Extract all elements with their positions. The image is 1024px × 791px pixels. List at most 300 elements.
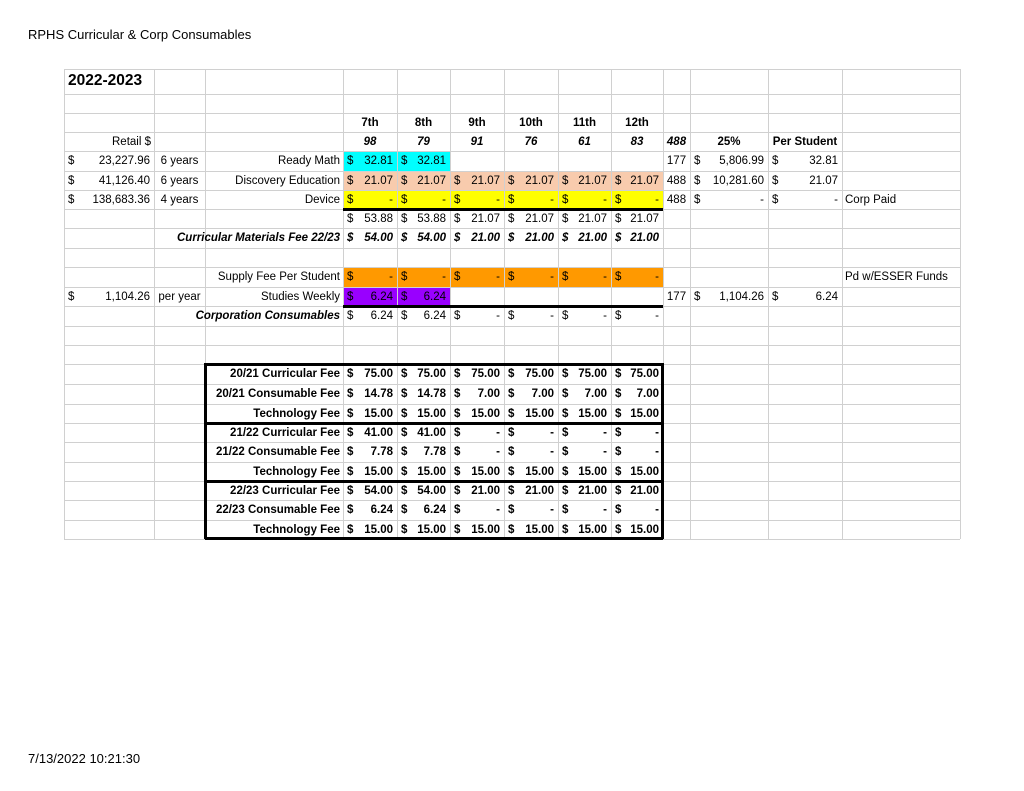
corp-consumables-value <box>558 307 611 325</box>
currency-amount: - <box>496 193 500 206</box>
currency-amount: 15.00 <box>630 523 659 536</box>
currency-amount: 6.24 <box>370 290 393 303</box>
currency-amount: - <box>496 310 500 322</box>
currency-amount: 21.00 <box>525 484 554 497</box>
currency-amount: 53.88 <box>364 212 393 225</box>
currency-amount: 21.07 <box>630 174 659 187</box>
currency-amount: 6.24 <box>423 290 446 303</box>
per-student-header: Per Student <box>772 135 838 148</box>
currency-amount: 6.24 <box>423 310 446 322</box>
enrollment-count: 61 <box>578 135 591 148</box>
fee-history-value <box>397 501 450 519</box>
currency-amount: 23,227.96 <box>98 155 150 167</box>
percent-cost <box>690 191 768 209</box>
currency-amount: - <box>603 446 607 458</box>
fee-history-value <box>343 501 397 519</box>
fee-history-value <box>558 405 611 423</box>
currency-amount: - <box>496 504 500 516</box>
student-count: 177 <box>666 155 687 167</box>
currency-amount: 15.00 <box>471 523 500 536</box>
percent-cost <box>690 152 768 170</box>
currency-symbol: $ <box>562 446 569 458</box>
fee-history-value <box>504 405 558 423</box>
currency-symbol: $ <box>562 193 569 206</box>
currency-amount: 7.78 <box>370 446 393 458</box>
corp-consumables-value <box>397 307 450 325</box>
currency-symbol: $ <box>454 504 461 516</box>
currency-amount: - <box>550 446 554 458</box>
grade-header-11th: 11th <box>572 116 596 129</box>
currency-symbol: $ <box>562 407 569 420</box>
currency-symbol: $ <box>347 290 354 303</box>
currency-amount: 75.00 <box>471 368 500 380</box>
currency-amount: 75.00 <box>525 368 554 380</box>
currency-amount: 21.07 <box>471 212 500 225</box>
currency-amount: - <box>760 193 764 206</box>
currency-amount: 6.24 <box>370 310 393 322</box>
item-name: Studies Weekly <box>260 290 340 303</box>
fee-history-label: 21/22 Consumable Fee <box>216 446 340 458</box>
currency-amount: 15.00 <box>630 465 659 478</box>
grade-cost <box>504 172 558 190</box>
fee-history-value <box>450 501 504 519</box>
currency-amount: - <box>603 504 607 516</box>
fee-history-value <box>343 443 397 461</box>
currency-amount: 75.00 <box>578 368 607 380</box>
currency-symbol: $ <box>347 426 354 439</box>
currency-amount: 21.00 <box>578 484 607 497</box>
fee-history-label: 22/23 Consumable Fee <box>216 504 340 516</box>
currency-amount: 41,126.40 <box>98 174 150 187</box>
currency-amount: 15.00 <box>471 407 500 420</box>
currency-amount: - <box>834 193 838 206</box>
fee-history-value <box>611 405 663 423</box>
grade-cost <box>397 152 450 170</box>
currency-amount: 6.24 <box>423 504 446 516</box>
materials-fee-value <box>558 229 611 247</box>
currency-symbol: $ <box>508 465 515 478</box>
grade-cost <box>397 191 450 209</box>
grade-cost <box>343 288 397 306</box>
currency-amount: 75.00 <box>364 368 393 380</box>
currency-symbol: $ <box>508 504 515 516</box>
materials-fee-value <box>450 229 504 247</box>
grade-cost <box>343 172 397 190</box>
currency-symbol: $ <box>615 523 622 536</box>
enrollment-count: 79 <box>417 135 430 148</box>
fee-history-value <box>504 443 558 461</box>
currency-symbol: $ <box>562 232 569 244</box>
grid-line <box>64 326 960 327</box>
currency-symbol: $ <box>347 465 354 478</box>
currency-symbol: $ <box>347 193 354 206</box>
currency-symbol: $ <box>454 426 461 439</box>
fee-history-value <box>504 424 558 442</box>
currency-symbol: $ <box>772 174 779 187</box>
fee-history-value <box>397 385 450 403</box>
currency-amount: 54.00 <box>364 484 393 497</box>
fee-history-value <box>343 482 397 500</box>
currency-symbol: $ <box>454 484 461 497</box>
currency-symbol: $ <box>562 426 569 439</box>
currency-amount: - <box>550 426 554 439</box>
grade-header-10th: 10th <box>519 116 543 129</box>
currency-symbol: $ <box>615 193 622 206</box>
currency-amount: 54.00 <box>364 232 393 244</box>
currency-amount: 15.00 <box>525 523 554 536</box>
currency-symbol: $ <box>508 271 515 283</box>
grid-line <box>960 69 961 539</box>
currency-symbol: $ <box>615 212 622 225</box>
materials-fee-value <box>611 229 663 247</box>
corp-consumables-value <box>611 307 663 325</box>
fee-history-value <box>397 405 450 423</box>
grade-cost <box>397 288 450 306</box>
per-student-cost <box>768 172 842 190</box>
currency-symbol: $ <box>615 504 622 516</box>
currency-symbol: $ <box>347 310 354 322</box>
currency-symbol: $ <box>347 271 354 283</box>
retail-amount <box>64 172 154 190</box>
currency-symbol: $ <box>347 232 354 244</box>
currency-amount: - <box>389 193 393 206</box>
fee-history-value <box>558 365 611 383</box>
currency-amount: 15.00 <box>364 407 393 420</box>
currency-symbol: $ <box>508 523 515 536</box>
fee-history-value <box>450 405 504 423</box>
currency-amount: 21.00 <box>578 232 607 244</box>
grid-line <box>842 69 843 539</box>
fee-history-value <box>558 424 611 442</box>
currency-symbol: $ <box>508 368 515 380</box>
currency-amount: 15.00 <box>525 465 554 478</box>
materials-fee-label: Curricular Materials Fee 22/23 <box>177 232 340 244</box>
currency-symbol: $ <box>347 212 354 225</box>
currency-symbol: $ <box>401 212 408 225</box>
currency-symbol: $ <box>508 446 515 458</box>
currency-symbol: $ <box>401 426 408 439</box>
fee-history-label: Technology Fee <box>253 523 340 536</box>
currency-amount: 21.00 <box>630 484 659 497</box>
grid-line <box>64 248 960 249</box>
fee-history-label: Technology Fee <box>253 465 340 478</box>
currency-symbol: $ <box>347 155 354 167</box>
currency-symbol: $ <box>347 407 354 420</box>
fee-history-value <box>558 501 611 519</box>
grade-header-8th: 8th <box>414 116 433 129</box>
document-title: RPHS Curricular & Corp Consumables <box>28 27 252 42</box>
currency-amount: 15.00 <box>364 523 393 536</box>
fee-history-label: 22/23 Curricular Fee <box>230 484 340 497</box>
currency-symbol: $ <box>68 155 75 167</box>
currency-amount: 21.07 <box>578 212 607 225</box>
currency-symbol: $ <box>694 174 701 187</box>
currency-amount: - <box>655 310 659 322</box>
fee-history-value <box>558 463 611 481</box>
currency-amount: 15.00 <box>578 407 607 420</box>
grade-cost <box>450 191 504 209</box>
currency-amount: - <box>496 271 500 283</box>
currency-amount: 7.00 <box>477 388 500 400</box>
currency-amount: 7.00 <box>584 388 607 400</box>
currency-symbol: $ <box>562 504 569 516</box>
per-student-cost <box>768 152 842 170</box>
year-heading: 2022-2023 <box>68 72 143 89</box>
currency-symbol: $ <box>401 523 408 536</box>
currency-symbol: $ <box>508 388 515 400</box>
currency-symbol: $ <box>454 465 461 478</box>
currency-amount: - <box>655 271 659 283</box>
fee-history-value <box>611 424 663 442</box>
grade-cost <box>343 191 397 209</box>
license-term: 4 years <box>160 193 199 206</box>
currency-symbol: $ <box>508 232 515 244</box>
enrollment-count: 76 <box>524 135 538 148</box>
currency-symbol: $ <box>401 193 408 206</box>
materials-fee-value <box>504 229 558 247</box>
currency-amount: 21.07 <box>417 174 446 187</box>
currency-symbol: $ <box>347 504 354 516</box>
fee-history-value <box>558 521 611 539</box>
currency-amount: 75.00 <box>630 368 659 380</box>
currency-amount: 15.00 <box>417 465 446 478</box>
fee-history-label: Technology Fee <box>253 407 340 420</box>
currency-amount: 15.00 <box>630 407 659 420</box>
currency-symbol: $ <box>615 465 622 478</box>
currency-amount: - <box>603 271 607 283</box>
enrollment-count: 83 <box>630 135 644 148</box>
fee-history-value <box>397 365 450 383</box>
currency-symbol: $ <box>615 174 622 187</box>
currency-symbol: $ <box>401 290 408 303</box>
currency-amount: 21.07 <box>809 174 838 187</box>
currency-symbol: $ <box>508 212 515 225</box>
fee-history-value <box>450 365 504 383</box>
fee-history-value <box>611 365 663 383</box>
fee-history-value <box>450 482 504 500</box>
currency-symbol: $ <box>508 484 515 497</box>
supply-fee-value <box>558 268 611 286</box>
license-term: 6 years <box>160 155 199 167</box>
per-student-cost <box>768 288 842 306</box>
subtotal <box>343 210 397 228</box>
currency-amount: 15.00 <box>417 523 446 536</box>
fee-history-value <box>397 521 450 539</box>
fee-history-value <box>397 424 450 442</box>
grid-line <box>64 69 960 70</box>
currency-symbol: $ <box>615 426 622 439</box>
currency-amount: 138,683.36 <box>92 193 150 206</box>
currency-amount: - <box>496 446 500 458</box>
fee-history-value <box>558 482 611 500</box>
currency-amount: - <box>442 271 446 283</box>
student-count: 488 <box>666 193 687 206</box>
corp-consumables-value <box>450 307 504 325</box>
currency-amount: 1,104.26 <box>105 290 150 303</box>
currency-symbol: $ <box>562 310 569 322</box>
fee-history-value <box>558 385 611 403</box>
fee-history-value <box>343 463 397 481</box>
item-name: Device <box>304 193 340 206</box>
currency-amount: 54.00 <box>417 484 446 497</box>
currency-symbol: $ <box>401 465 408 478</box>
currency-amount: - <box>550 193 554 206</box>
fee-history-value <box>611 443 663 461</box>
fee-history-value <box>397 482 450 500</box>
enrollment-count: 98 <box>363 135 377 148</box>
currency-symbol: $ <box>615 271 622 283</box>
currency-symbol: $ <box>772 155 779 167</box>
materials-fee-value <box>343 229 397 247</box>
currency-symbol: $ <box>615 310 622 322</box>
currency-symbol: $ <box>454 212 461 225</box>
currency-amount: 21.07 <box>471 174 500 187</box>
student-count: 488 <box>666 174 687 187</box>
fee-history-value <box>611 385 663 403</box>
supply-fee-value <box>397 268 450 286</box>
currency-symbol: $ <box>454 232 461 244</box>
currency-amount: 54.00 <box>417 232 446 244</box>
currency-amount: 41.00 <box>417 426 446 439</box>
retail-amount <box>64 288 154 306</box>
currency-symbol: $ <box>562 174 569 187</box>
fee-history-label: 20/21 Consumable Fee <box>216 388 340 400</box>
currency-amount: - <box>655 504 659 516</box>
currency-symbol: $ <box>562 523 569 536</box>
currency-amount: 21.00 <box>525 232 554 244</box>
fee-history-value <box>343 521 397 539</box>
currency-amount: - <box>603 193 607 206</box>
currency-symbol: $ <box>401 271 408 283</box>
currency-symbol: $ <box>401 504 408 516</box>
currency-amount: 6.24 <box>815 290 838 303</box>
currency-amount: - <box>389 271 393 283</box>
fee-history-value <box>343 405 397 423</box>
currency-symbol: $ <box>347 484 354 497</box>
currency-amount: 5,806.99 <box>719 155 764 167</box>
currency-symbol: $ <box>68 193 75 206</box>
fee-history-value <box>397 443 450 461</box>
currency-symbol: $ <box>401 446 408 458</box>
currency-amount: 10,281.60 <box>712 174 764 187</box>
currency-symbol: $ <box>347 523 354 536</box>
grade-cost <box>611 191 663 209</box>
currency-symbol: $ <box>454 174 461 187</box>
currency-symbol: $ <box>562 212 569 225</box>
grade-header-9th: 9th <box>468 116 486 129</box>
currency-symbol: $ <box>562 484 569 497</box>
per-student-cost <box>768 191 842 209</box>
spreadsheet <box>64 69 960 539</box>
currency-amount: 6.24 <box>370 504 393 516</box>
fee-history-value <box>504 385 558 403</box>
currency-symbol: $ <box>772 193 779 206</box>
currency-symbol: $ <box>401 174 408 187</box>
grade-cost <box>397 172 450 190</box>
fee-history-value <box>450 443 504 461</box>
currency-symbol: $ <box>401 310 408 322</box>
fee-history-value <box>450 463 504 481</box>
currency-amount: - <box>550 310 554 322</box>
currency-amount: 15.00 <box>417 407 446 420</box>
currency-symbol: $ <box>562 368 569 380</box>
grade-cost <box>558 191 611 209</box>
item-name: Discovery Education <box>235 174 340 187</box>
fee-history-value <box>504 501 558 519</box>
currency-amount: 14.78 <box>417 388 446 400</box>
fee-history-value <box>504 365 558 383</box>
fee-history-value <box>343 385 397 403</box>
currency-symbol: $ <box>772 290 779 303</box>
materials-fee-value <box>397 229 450 247</box>
currency-amount: 21.07 <box>578 174 607 187</box>
currency-amount: 7.00 <box>636 388 659 400</box>
currency-symbol: $ <box>508 310 515 322</box>
currency-amount: 32.81 <box>364 155 393 167</box>
currency-amount: - <box>655 446 659 458</box>
grade-header-12th: 12th <box>625 116 649 129</box>
currency-symbol: $ <box>454 271 461 283</box>
currency-symbol: $ <box>401 407 408 420</box>
currency-symbol: $ <box>454 523 461 536</box>
percent-header: 25% <box>717 135 741 148</box>
enrollment-count: 91 <box>470 135 484 148</box>
retail-amount <box>64 152 154 170</box>
currency-symbol: $ <box>454 310 461 322</box>
currency-symbol: $ <box>694 290 701 303</box>
currency-amount: 21.07 <box>364 174 393 187</box>
fee-history-value <box>450 385 504 403</box>
currency-amount: 15.00 <box>525 407 554 420</box>
license-term: per year <box>158 290 201 303</box>
student-count: 177 <box>666 290 687 303</box>
currency-amount: - <box>496 426 500 439</box>
fee-history-label: 21/22 Curricular Fee <box>230 426 340 439</box>
fee-history-value <box>611 463 663 481</box>
currency-symbol: $ <box>615 446 622 458</box>
supply-fee-label: Supply Fee Per Student <box>217 271 340 283</box>
currency-symbol: $ <box>562 271 569 283</box>
enrollment-total: 488 <box>666 135 687 148</box>
supply-fee-value <box>504 268 558 286</box>
currency-symbol: $ <box>347 174 354 187</box>
fee-history-value <box>611 501 663 519</box>
currency-symbol: $ <box>508 193 515 206</box>
percent-cost <box>690 288 768 306</box>
currency-amount: 14.78 <box>364 388 393 400</box>
currency-symbol: $ <box>401 388 408 400</box>
supply-fee-value <box>611 268 663 286</box>
currency-symbol: $ <box>401 484 408 497</box>
currency-amount: 15.00 <box>578 523 607 536</box>
supply-fee-value <box>450 268 504 286</box>
fee-history-value <box>611 482 663 500</box>
grade-cost <box>450 172 504 190</box>
fee-history-value <box>397 463 450 481</box>
currency-amount: 7.00 <box>531 388 554 400</box>
currency-symbol: $ <box>615 484 622 497</box>
grid-line <box>64 345 960 346</box>
currency-amount: 75.00 <box>417 368 446 380</box>
subtotal <box>397 210 450 228</box>
currency-symbol: $ <box>347 446 354 458</box>
grid-line <box>64 94 960 95</box>
corp-consumables-label: Corporation Consumables <box>195 310 340 322</box>
currency-symbol: $ <box>562 465 569 478</box>
fee-history-value <box>343 365 397 383</box>
currency-amount: 41.00 <box>364 426 393 439</box>
currency-symbol: $ <box>562 388 569 400</box>
